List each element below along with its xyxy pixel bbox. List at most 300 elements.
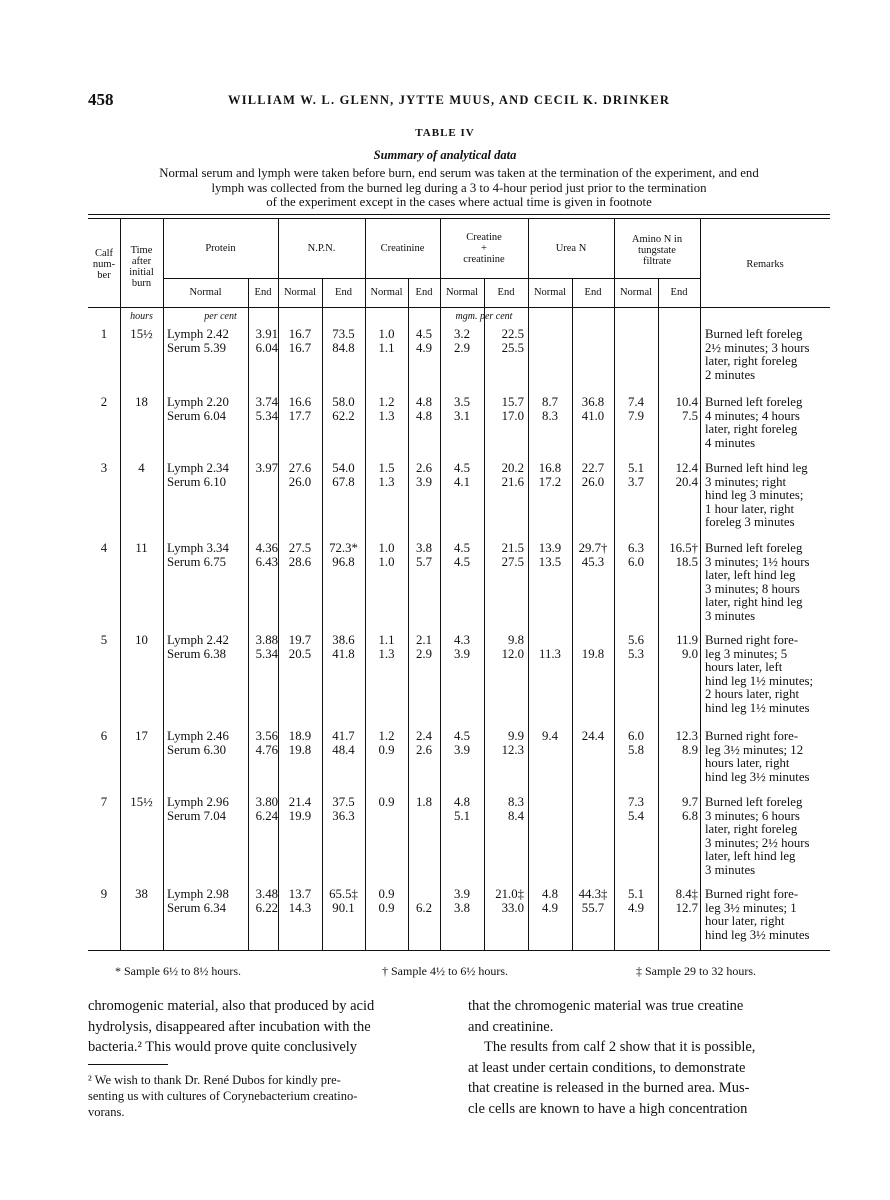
cell-line: Burned left foreleg	[705, 541, 803, 555]
cell-creat-end	[408, 396, 440, 423]
cell-line: 20.2	[501, 461, 524, 475]
cell-creat-normal	[365, 328, 408, 355]
cell-npn-end	[322, 888, 365, 915]
cell-line: 4.5	[454, 541, 470, 555]
cell-urea-end	[572, 888, 614, 915]
unit-mgm-per-cent: mgm. per cent	[455, 311, 513, 322]
cell-npn-normal	[278, 796, 322, 823]
cell-cc-end	[484, 396, 524, 423]
cell-protein	[167, 730, 247, 757]
cell-protein	[167, 888, 247, 915]
cell-cc-normal	[440, 542, 484, 569]
cell-line: 65.5‡	[329, 887, 358, 901]
cell-urea-normal	[528, 542, 572, 569]
col-divider	[248, 278, 249, 950]
footnote-line: vorans.	[88, 1105, 125, 1119]
cell-line: 1.0	[378, 327, 395, 341]
cell-line: 36.8	[581, 395, 605, 409]
cell-line: 26.0	[288, 474, 312, 489]
cell-line: later, right foreleg	[705, 354, 798, 368]
cell-line: 3 minutes; 1½ hours	[705, 554, 810, 569]
header-creatinine: Creatinine	[380, 243, 425, 254]
cell-line: 2.4	[416, 729, 432, 743]
cell-calf: 5	[100, 633, 108, 647]
cell-protein-end	[248, 542, 278, 569]
footnote-block	[88, 1072, 448, 1120]
cell-line: 5.8	[628, 742, 644, 757]
cell-line: 4 minutes	[705, 435, 756, 450]
caption-line: lymph was collected from the burned leg during a 3 to 4-hour period just prior to the termination	[211, 180, 707, 195]
cell-npn-normal	[278, 396, 322, 423]
cell-line: leg 3 minutes; 5	[705, 646, 788, 661]
cell-calf: 7	[100, 795, 108, 809]
cell-line: Serum 7.04	[167, 808, 227, 823]
cell-line: 2.1	[416, 633, 432, 647]
cell-line: Lymph 2.42	[167, 633, 229, 647]
body-right-column	[468, 996, 830, 1119]
cell-line: 19.7	[288, 633, 312, 647]
cell-line: 4.5	[454, 729, 470, 743]
cell-line: hours later, left	[705, 660, 783, 674]
cell-line	[572, 634, 614, 648]
cell-protein-end	[248, 888, 278, 915]
cell-line: Lymph 3.34	[167, 541, 229, 555]
cell-line: 3 minutes; right	[705, 474, 787, 489]
cell-line: 22.5	[501, 327, 524, 341]
cell-line: 6.0	[628, 729, 644, 743]
cell-creat-end	[408, 542, 440, 569]
cell-line: 19.8	[581, 646, 605, 661]
cell-line: 2.6	[416, 742, 432, 757]
cell-line: 27.5	[501, 554, 524, 569]
cell-line	[408, 810, 440, 824]
cell-line: 45.3	[581, 554, 605, 569]
col-divider	[484, 278, 485, 950]
cell-line	[614, 342, 658, 356]
cell-creat-normal	[365, 888, 408, 915]
cell-urea-end	[572, 462, 614, 489]
cell-creat-end	[408, 462, 440, 489]
subheader-normal: Normal	[445, 287, 479, 298]
cell-line	[528, 796, 572, 810]
cell-line: 3.9	[454, 887, 470, 901]
cell-line: 3.97	[255, 461, 278, 475]
cell-time: 4	[138, 461, 145, 475]
cell-line: 6.04	[255, 340, 278, 355]
cell-line: 13.7	[288, 887, 312, 901]
cell-creat-normal	[365, 462, 408, 489]
cell-urea-normal	[528, 634, 572, 661]
cell-line: Lymph 2.42	[167, 327, 229, 341]
table-footnote: ‡ Sample 29 to 32 hours.	[636, 964, 756, 978]
cell-line: 12.3	[501, 742, 524, 757]
cell-line: 1.5	[378, 461, 395, 475]
cell-line: 3.80	[255, 795, 278, 809]
cell-line: 4.5	[416, 327, 432, 341]
cell-line: 16.5†	[669, 541, 698, 555]
cell-line	[365, 810, 408, 824]
cell-calf: 1	[100, 327, 108, 341]
unit-hours: hours	[130, 311, 153, 322]
cell-line: 25.5	[501, 340, 524, 355]
cell-protein	[167, 462, 247, 489]
cell-line: later, left hind leg	[705, 849, 796, 863]
cell-line: 21.0‡	[495, 887, 524, 901]
cell-line: 8.7	[542, 395, 558, 409]
cell-line: 8.3	[542, 408, 558, 423]
cell-line: 62.2	[332, 408, 355, 423]
cell-time: 38	[135, 887, 148, 901]
cell-time: 18	[135, 395, 148, 409]
cell-creat-normal	[365, 634, 408, 661]
cell-npn-normal	[278, 462, 322, 489]
cell-cc-normal	[440, 796, 484, 823]
cell-npn-end	[322, 542, 365, 569]
cell-line: 1.1	[378, 340, 395, 355]
cell-line: 1.0	[378, 541, 395, 555]
cell-line: 17.7	[288, 408, 312, 423]
cell-remarks	[705, 396, 833, 450]
cell-amino-normal	[614, 888, 658, 915]
cell-line: Burned left hind leg	[705, 461, 808, 475]
cell-line: 6.8	[682, 808, 698, 823]
cell-line: 1.8	[416, 795, 432, 809]
cell-amino-normal	[614, 542, 658, 569]
cell-time: 15½	[130, 795, 153, 809]
cell-line: 16.6	[288, 395, 312, 409]
subheader-end: End	[497, 287, 515, 298]
cell-line: 2.9	[416, 646, 432, 661]
header-calf: Calf num- ber	[92, 248, 116, 281]
table-footnote: * Sample 6½ to 8½ hours.	[115, 964, 241, 978]
cell-line: 1 hour later, right	[705, 501, 795, 516]
cell-line: 4 minutes; 4 hours	[705, 408, 800, 423]
cell-amino-end	[658, 462, 698, 489]
cell-amino-end	[658, 730, 698, 757]
cell-line: 1.3	[378, 474, 395, 489]
header-amino: Amino N in tungstate filtrate	[631, 234, 683, 267]
footnote-line: ² We wish to thank Dr. René Dubos for kindly pre-	[88, 1073, 341, 1087]
subheader-normal: Normal	[189, 287, 222, 298]
cell-line: 22.7	[581, 461, 605, 475]
cell-line: 54.0	[332, 461, 355, 475]
cell-npn-normal	[278, 888, 322, 915]
cell-line: Burned left foreleg	[705, 395, 803, 409]
cell-line: 4.9	[628, 900, 644, 915]
cell-creat-end	[408, 328, 440, 355]
cell-line: 36.3	[332, 808, 355, 823]
cell-protein	[167, 396, 247, 423]
cell-line: Burned left foreleg	[705, 795, 803, 809]
table-label: TABLE IV	[415, 127, 475, 139]
cell-amino-normal	[614, 730, 658, 757]
cell-remarks	[705, 462, 833, 530]
cell-line: 3 minutes; 2½ hours	[705, 835, 810, 850]
cell-creat-normal	[365, 396, 408, 423]
cell-line: 3.48	[255, 887, 278, 901]
cell-line: later, left hind leg	[705, 568, 796, 582]
cell-line: 58.0	[332, 395, 355, 409]
cell-line: 1.3	[378, 646, 395, 661]
cell-line: 3.56	[255, 729, 278, 743]
subheader-end: End	[670, 287, 688, 298]
col-divider	[572, 278, 573, 950]
cell-npn-end	[322, 796, 365, 823]
cell-time: 11	[135, 541, 148, 555]
cell-line: hind leg 3 minutes;	[705, 488, 804, 502]
cell-line	[572, 328, 614, 342]
cell-line: 2 hours later, right	[705, 687, 800, 701]
cell-line: 6.24	[255, 808, 278, 823]
subheader-end: End	[584, 287, 602, 298]
cell-line: 0.9	[378, 887, 395, 901]
cell-cc-end	[484, 462, 524, 489]
cell-npn-normal	[278, 328, 322, 355]
cell-line: 21.4	[288, 795, 312, 809]
cell-line: Serum 6.10	[167, 474, 227, 489]
cell-creat-end	[408, 888, 440, 915]
cell-cc-end	[484, 730, 524, 757]
cell-protein	[167, 634, 247, 661]
cell-line: 21.5	[501, 541, 524, 555]
cell-line: 12.0	[501, 646, 524, 661]
cell-line: 1.3	[378, 408, 395, 423]
cell-line: 5.3	[628, 646, 644, 661]
col-divider	[408, 278, 409, 950]
cell-time: 15½	[130, 327, 153, 341]
cell-line: 67.8	[332, 474, 355, 489]
cell-line: 17.2	[538, 474, 562, 489]
cell-line: 2½ minutes; 3 hours	[705, 340, 810, 355]
cell-npn-end	[322, 396, 365, 423]
cell-remarks	[705, 888, 833, 942]
col-divider	[700, 218, 701, 950]
cell-line: 7.5	[682, 408, 698, 423]
header-protein: Protein	[205, 243, 236, 254]
cell-line: 16.7	[288, 327, 312, 341]
cell-line: 9.0	[682, 646, 698, 661]
cell-protein-end	[248, 796, 278, 823]
cell-line: 55.7	[581, 900, 605, 915]
cell-creat-normal	[365, 796, 408, 823]
cell-line: later, right foreleg	[705, 822, 798, 836]
cell-line: 96.8	[332, 554, 355, 569]
cell-line: leg 3½ minutes; 12	[705, 742, 804, 757]
cell-line: 11.9	[676, 633, 698, 647]
cell-line: 8.4‡	[675, 887, 698, 901]
cell-line: Lymph 2.20	[167, 395, 229, 409]
col-divider	[658, 278, 659, 950]
subheader-end: End	[254, 287, 272, 298]
cell-line: 6.22	[255, 900, 278, 915]
body-line: The results from calf 2 show that it is possible,	[484, 1039, 756, 1055]
cell-creat-normal	[365, 542, 408, 569]
cell-line: 24.4	[581, 729, 605, 743]
cell-line: 26.0	[581, 474, 605, 489]
cell-line: 3.8	[454, 900, 470, 915]
body-line: hydrolysis, disappeared after incubation with the	[88, 1018, 371, 1035]
cell-line: 21.6	[501, 474, 524, 489]
subheader-normal: Normal	[533, 287, 567, 298]
cell-line: 6.43	[255, 554, 278, 569]
cell-line: hind leg 3½ minutes	[705, 769, 810, 784]
cell-calf: 2	[100, 395, 108, 409]
cell-line: 90.1	[332, 900, 355, 915]
cell-amino-end	[658, 396, 698, 423]
cell-line: 20.4	[675, 474, 698, 489]
cell-line: 6.0	[628, 554, 644, 569]
cell-line: Serum 6.38	[167, 646, 227, 661]
cell-protein-end	[248, 328, 278, 355]
cell-line: 18.9	[288, 729, 312, 743]
cell-protein-end	[248, 730, 278, 757]
cell-cc-normal	[440, 396, 484, 423]
cell-time: 17	[135, 729, 148, 743]
cell-line: 29.7†	[578, 541, 608, 555]
cell-line: 7.3	[628, 795, 644, 809]
cell-line: 7.4	[628, 395, 644, 409]
cell-line: 5.4	[628, 808, 644, 823]
cell-line	[658, 328, 698, 342]
cell-npn-normal	[278, 730, 322, 757]
cell-line: 3 minutes; 8 hours	[705, 581, 800, 596]
cell-cc-normal	[440, 888, 484, 915]
subheader-end: End	[335, 287, 352, 298]
cell-protein	[167, 542, 247, 569]
table-subtitle: Summary of analytical data	[373, 148, 517, 162]
cell-urea-end	[572, 328, 614, 355]
cell-line: 33.0	[501, 900, 524, 915]
cell-npn-end	[322, 462, 365, 489]
cell-line: 27.5	[288, 541, 312, 555]
caption-line: of the experiment except in the cases where actual time is given in footnote	[266, 195, 652, 209]
cell-line: Burned right fore-	[705, 887, 799, 901]
cell-urea-end	[572, 396, 614, 423]
cell-line: 4.9	[416, 340, 432, 355]
cell-line: Serum 6.30	[167, 742, 227, 757]
cell-line: 3.7	[628, 474, 644, 489]
cell-amino-end	[658, 328, 698, 355]
cell-cc-end	[484, 328, 524, 355]
cell-amino-end	[658, 888, 698, 915]
cell-line	[572, 796, 614, 810]
cell-amino-normal	[614, 796, 658, 823]
cell-line: 3.9	[416, 474, 432, 489]
table-footnote: † Sample 4½ to 6½ hours.	[382, 964, 508, 978]
cell-remarks	[705, 730, 833, 784]
cell-remarks	[705, 328, 833, 382]
cell-line: 9.7	[682, 795, 698, 809]
cell-amino-end	[658, 542, 698, 569]
cell-line	[658, 342, 698, 356]
body-line: that the chromogenic material was true creatine	[468, 998, 744, 1014]
cell-urea-end	[572, 634, 614, 661]
subheader-normal: Normal	[283, 287, 317, 298]
cell-line: 16.8	[538, 461, 562, 475]
cell-line: 37.5	[332, 795, 355, 809]
unit-per-cent: per cent	[204, 311, 237, 322]
cell-line	[528, 744, 572, 758]
cell-urea-normal	[528, 328, 572, 355]
cell-line: 5.1	[628, 461, 644, 475]
cell-line: 6.3	[628, 541, 644, 555]
cell-line: 3.5	[454, 395, 470, 409]
cell-line: 19.9	[288, 808, 312, 823]
cell-urea-normal	[528, 462, 572, 489]
cell-line: 28.6	[288, 554, 312, 569]
cell-line	[408, 888, 440, 902]
cell-line: 27.6	[288, 461, 312, 475]
table-caption	[88, 166, 830, 210]
cell-npn-end	[322, 328, 365, 355]
cell-line: Serum 6.75	[167, 554, 227, 569]
cell-line: 3.1	[454, 408, 470, 423]
subheader-normal: Normal	[370, 287, 403, 298]
cell-line: 15.7	[501, 395, 524, 409]
body-line: bacteria.² This would prove quite conclusively	[88, 1039, 358, 1055]
cell-line: Burned right fore-	[705, 729, 799, 743]
table-bottom-rule	[88, 950, 830, 951]
cell-line: 5.34	[255, 408, 278, 423]
cell-line: 12.7	[675, 900, 698, 915]
cell-line: hind leg 3½ minutes	[705, 927, 810, 942]
cell-line	[528, 342, 572, 356]
cell-creat-end	[408, 796, 440, 823]
cell-line: 84.8	[332, 340, 355, 355]
cell-line: 13.9	[538, 541, 562, 555]
cell-line: later, right foreleg	[705, 422, 798, 436]
cell-line: 3.2	[454, 327, 470, 341]
cell-line: Lymph 2.96	[167, 795, 229, 809]
cell-protein-end	[248, 462, 278, 489]
cell-line: 2 minutes	[705, 367, 756, 382]
cell-line: 1.2	[378, 729, 395, 743]
running-authors: WILLIAM W. L. GLENN, JYTTE MUUS, AND CECIL K. DRINKER	[228, 93, 671, 107]
cell-line: 12.4	[675, 461, 698, 475]
cell-line: 9.9	[508, 729, 524, 743]
cell-line: 4.76	[255, 742, 278, 757]
cell-urea-normal	[528, 730, 572, 757]
cell-line: 19.8	[288, 742, 312, 757]
cell-line: 3 minutes; 6 hours	[705, 808, 800, 823]
footnote-rule	[88, 1064, 168, 1065]
cell-creat-end	[408, 634, 440, 661]
cell-line: 12.3	[675, 729, 698, 743]
cell-line: 4.9	[542, 900, 558, 915]
cell-line: 8.3	[508, 795, 524, 809]
cell-line: Lymph 2.98	[167, 887, 229, 901]
cell-line: 1.1	[378, 633, 395, 647]
cell-calf: 6	[100, 729, 108, 743]
cell-line: 8.4	[508, 808, 524, 823]
cell-line: 6.2	[416, 900, 432, 915]
cell-amino-normal	[614, 462, 658, 489]
caption-line: Normal serum and lymph were taken before burn, end serum was taken at the termination of the experiment, and end	[159, 166, 759, 180]
cell-protein-end	[248, 396, 278, 423]
cell-line: 17.0	[501, 408, 524, 423]
header-bottom-rule	[88, 307, 830, 308]
col-divider	[163, 218, 164, 950]
cell-line	[572, 744, 614, 758]
cell-line: later, right hind leg	[705, 595, 803, 609]
cell-remarks	[705, 542, 833, 623]
header-remarks: Remarks	[746, 259, 784, 270]
cell-line: 16.7	[288, 340, 312, 355]
cell-line: Lymph 2.46	[167, 729, 229, 743]
cell-cc-normal	[440, 462, 484, 489]
body-line: at least under certain conditions, to demonstrate	[468, 1059, 746, 1076]
cell-line: 5.7	[416, 554, 432, 569]
